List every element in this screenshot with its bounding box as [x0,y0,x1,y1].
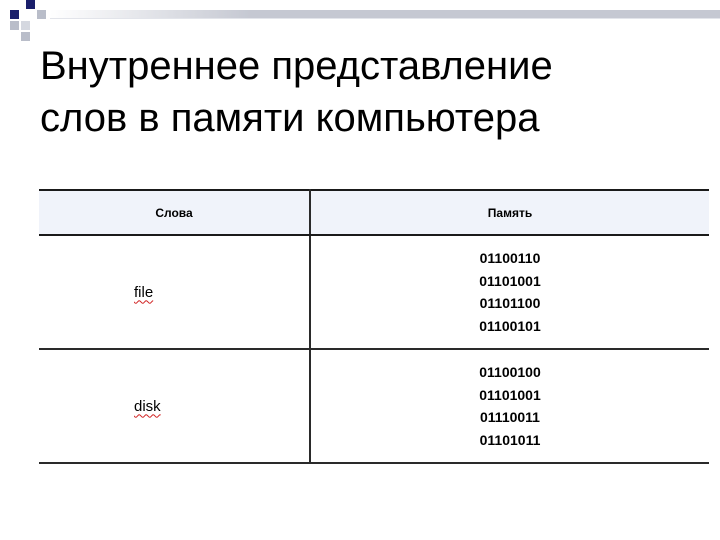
title-line-2: слов в памяти компьютера [40,96,540,140]
byte-value: 01101011 [479,431,541,448]
byte-value: 01110011 [480,409,540,425]
byte-value: 01101100 [479,295,541,311]
bits-cell [310,235,709,349]
word-cell [39,235,310,349]
word-disk: disk [134,397,161,415]
bits-cell [310,349,709,463]
memory-table [39,189,709,464]
slide-title [40,40,680,144]
byte-value: 01100101 [479,317,541,334]
decor-square [21,21,30,30]
table-row [39,235,709,349]
decor-square [21,32,30,41]
byte-value: 01101001 [479,272,541,289]
header-memory: Память [310,190,709,235]
word-file: file [134,283,154,301]
decor-square [26,0,35,9]
decor-square [10,10,19,19]
decor-top-line [50,18,720,19]
decor-top-bar [50,10,720,18]
byte-value: 01100110 [479,250,541,266]
title-line-1: Внутреннее представление [40,44,553,88]
table-row [39,349,709,463]
byte-value: 01101001 [479,386,541,403]
byte-value: 01100100 [479,364,541,380]
header-words: Слова [39,190,310,235]
decor-square [10,21,19,30]
decor-square [37,10,46,19]
word-cell [39,349,310,463]
table-header-row [39,190,709,235]
